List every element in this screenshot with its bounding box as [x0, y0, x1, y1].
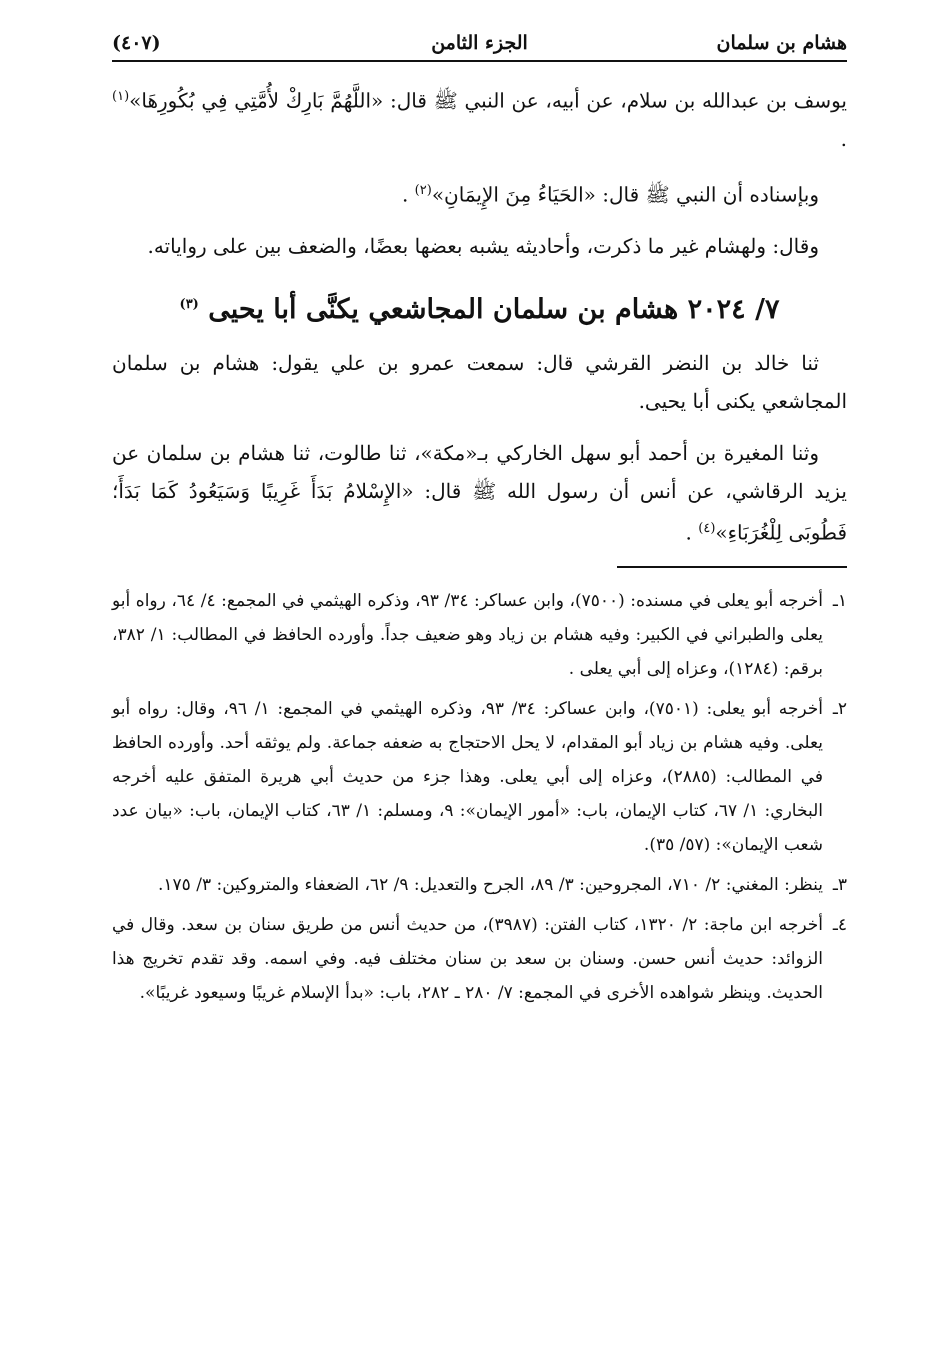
header-name: هشام بن سلمان [716, 32, 847, 54]
footnote-number: ٢ـ [832, 698, 847, 719]
footnote-text: أخرجه أبو يعلى: (٧٥٠١)، وابن عساكر: ٣٤/ ٩٣، وذكره الهيثمي في المجمع: ١/ ٩٦، وقال: رواه أبو يعلى. وفيه هشام بن زياد أبو المقدام، لا يحل الاحتجاج به ضعفه جماعة. ولم يوثقه أحد. وأورده الحافظ في المطالب: (٢٨٨٥)، وعزاه إلى أبي يعلى. وهذا جزء من حديث أبي هريرة المتفق عليه أخرجه البخاري: ١/ ٦٧، كتاب الإيمان، باب: «أمور الإيمان»: ٩، ومسلم: ١/ ٦٣، كتاب الإيمان، باب: «بيان عدد شعب الإيمان»: (٥٧/ ٣٥). [112, 698, 823, 855]
footnote-ref-1: (١) [112, 89, 130, 104]
footnote-text: أخرجه ابن ماجة: ٢/ ١٣٢٠، كتاب الفتن: (٣٩٨٧)، من حديث أنس من طريق سنان بن سعد. وقال في الزوائد: حديث أنس حسن. وسنان بن سعد بن سنان مختلف فيه. وفي اسمه. وقد تقدم تخريج هذا الحديث. وينظر شواهده الأخرى في المجمع: ٧/ ٢٨٠ ـ ٢٨٢، باب: «بدأ الإسلام غريبًا وسيعود غريبًا». [112, 914, 823, 1003]
footnote-ref-3: (٣) [179, 297, 199, 313]
footnote-text: أخرجه أبو يعلى في مسنده: (٧٥٠٠)، وابن عساكر: ٣٤/ ٩٣، وذكره الهيثمي في المجمع: ٤/ ٦٤، رواه أبو يعلى والطبراني في الكبير: وفيه هشام بن زياد وهو ضعيف جداً. وأورده الحافظ في المطالب: ١/ ٣٨٢، برقم: (١٢٨٤)، وعزاه إلى أبي يعلى . [112, 590, 823, 679]
footnote-number: ٤ـ [832, 914, 847, 935]
footnotes [112, 584, 847, 1010]
footnote-number: ١ـ [832, 590, 847, 611]
entry-heading: ٧/ ٢٠٢٤ هشام بن سلمان المجاشعي يكنَّى أبا يحيى $^{(٣)}$ [179, 294, 780, 326]
footnote-text: ينظر: المغني: ٢/ ٧١٠، المجروحين: ٣/ ٨٩، الجرح والتعديل: ٩/ ٦٢، الضعفاء والمتروكين: ٣/ ١٧٥. [158, 874, 823, 895]
footnote-ref-4: (٤) [698, 521, 716, 537]
paragraph-3: وقال: ولهشام غير ما ذكرت، وأحاديثه يشبه بعضها بعضًا، والضعف بين على رواياته. [147, 234, 819, 259]
header-volume: الجزء الثامن [431, 32, 528, 54]
footnote-1 [112, 584, 847, 686]
main-text [112, 78, 847, 552]
running-header [112, 28, 847, 62]
footnote-ref-2: (٢) [414, 182, 432, 198]
footnote-3 [112, 868, 847, 902]
paragraph-1: يوسف بن عبدالله بن سلام، عن أبيه، عن النبي ﷺ قال: «اللَّهُمَّ بَارِكْ لأُمَّتِي فِي بُكُورِهَا»$^{(١)}$ . [112, 88, 847, 151]
footnote-number: ٣ـ [832, 874, 847, 895]
footnote-4 [112, 908, 847, 1010]
footnote-divider [617, 566, 847, 568]
paragraph-2: وبإسناده أن النبي ﷺ قال: «الحَيَاءُ مِنَ الإِيمَانِ»$^{(٢)}$ . [401, 182, 819, 207]
paragraph-5: وثنا المغيرة بن أحمد أبو سهل الخاركي بـ«مكة»، ثنا طالوت، ثنا هشام بن سلمان عن يزيد الرقاشي، عن أنس أن رسول الله ﷺ قال: «الإِسْلامُ بَدَأَ غَرِيبًا وَسَيَعُودُ كَمَا بَدَأَ؛ فَطُوبَى لِلْغُرَبَاءِ»$^{(٤)}$ . [112, 441, 847, 545]
paragraph-4: ثنا خالد بن النضر القرشي قال: سمعت عمرو بن علي يقول: هشام بن سلمان المجاشعي يكنى أبا يحيى. [112, 351, 847, 414]
footnote-2 [112, 692, 847, 862]
page-number: (٤٠٧) [112, 32, 161, 54]
